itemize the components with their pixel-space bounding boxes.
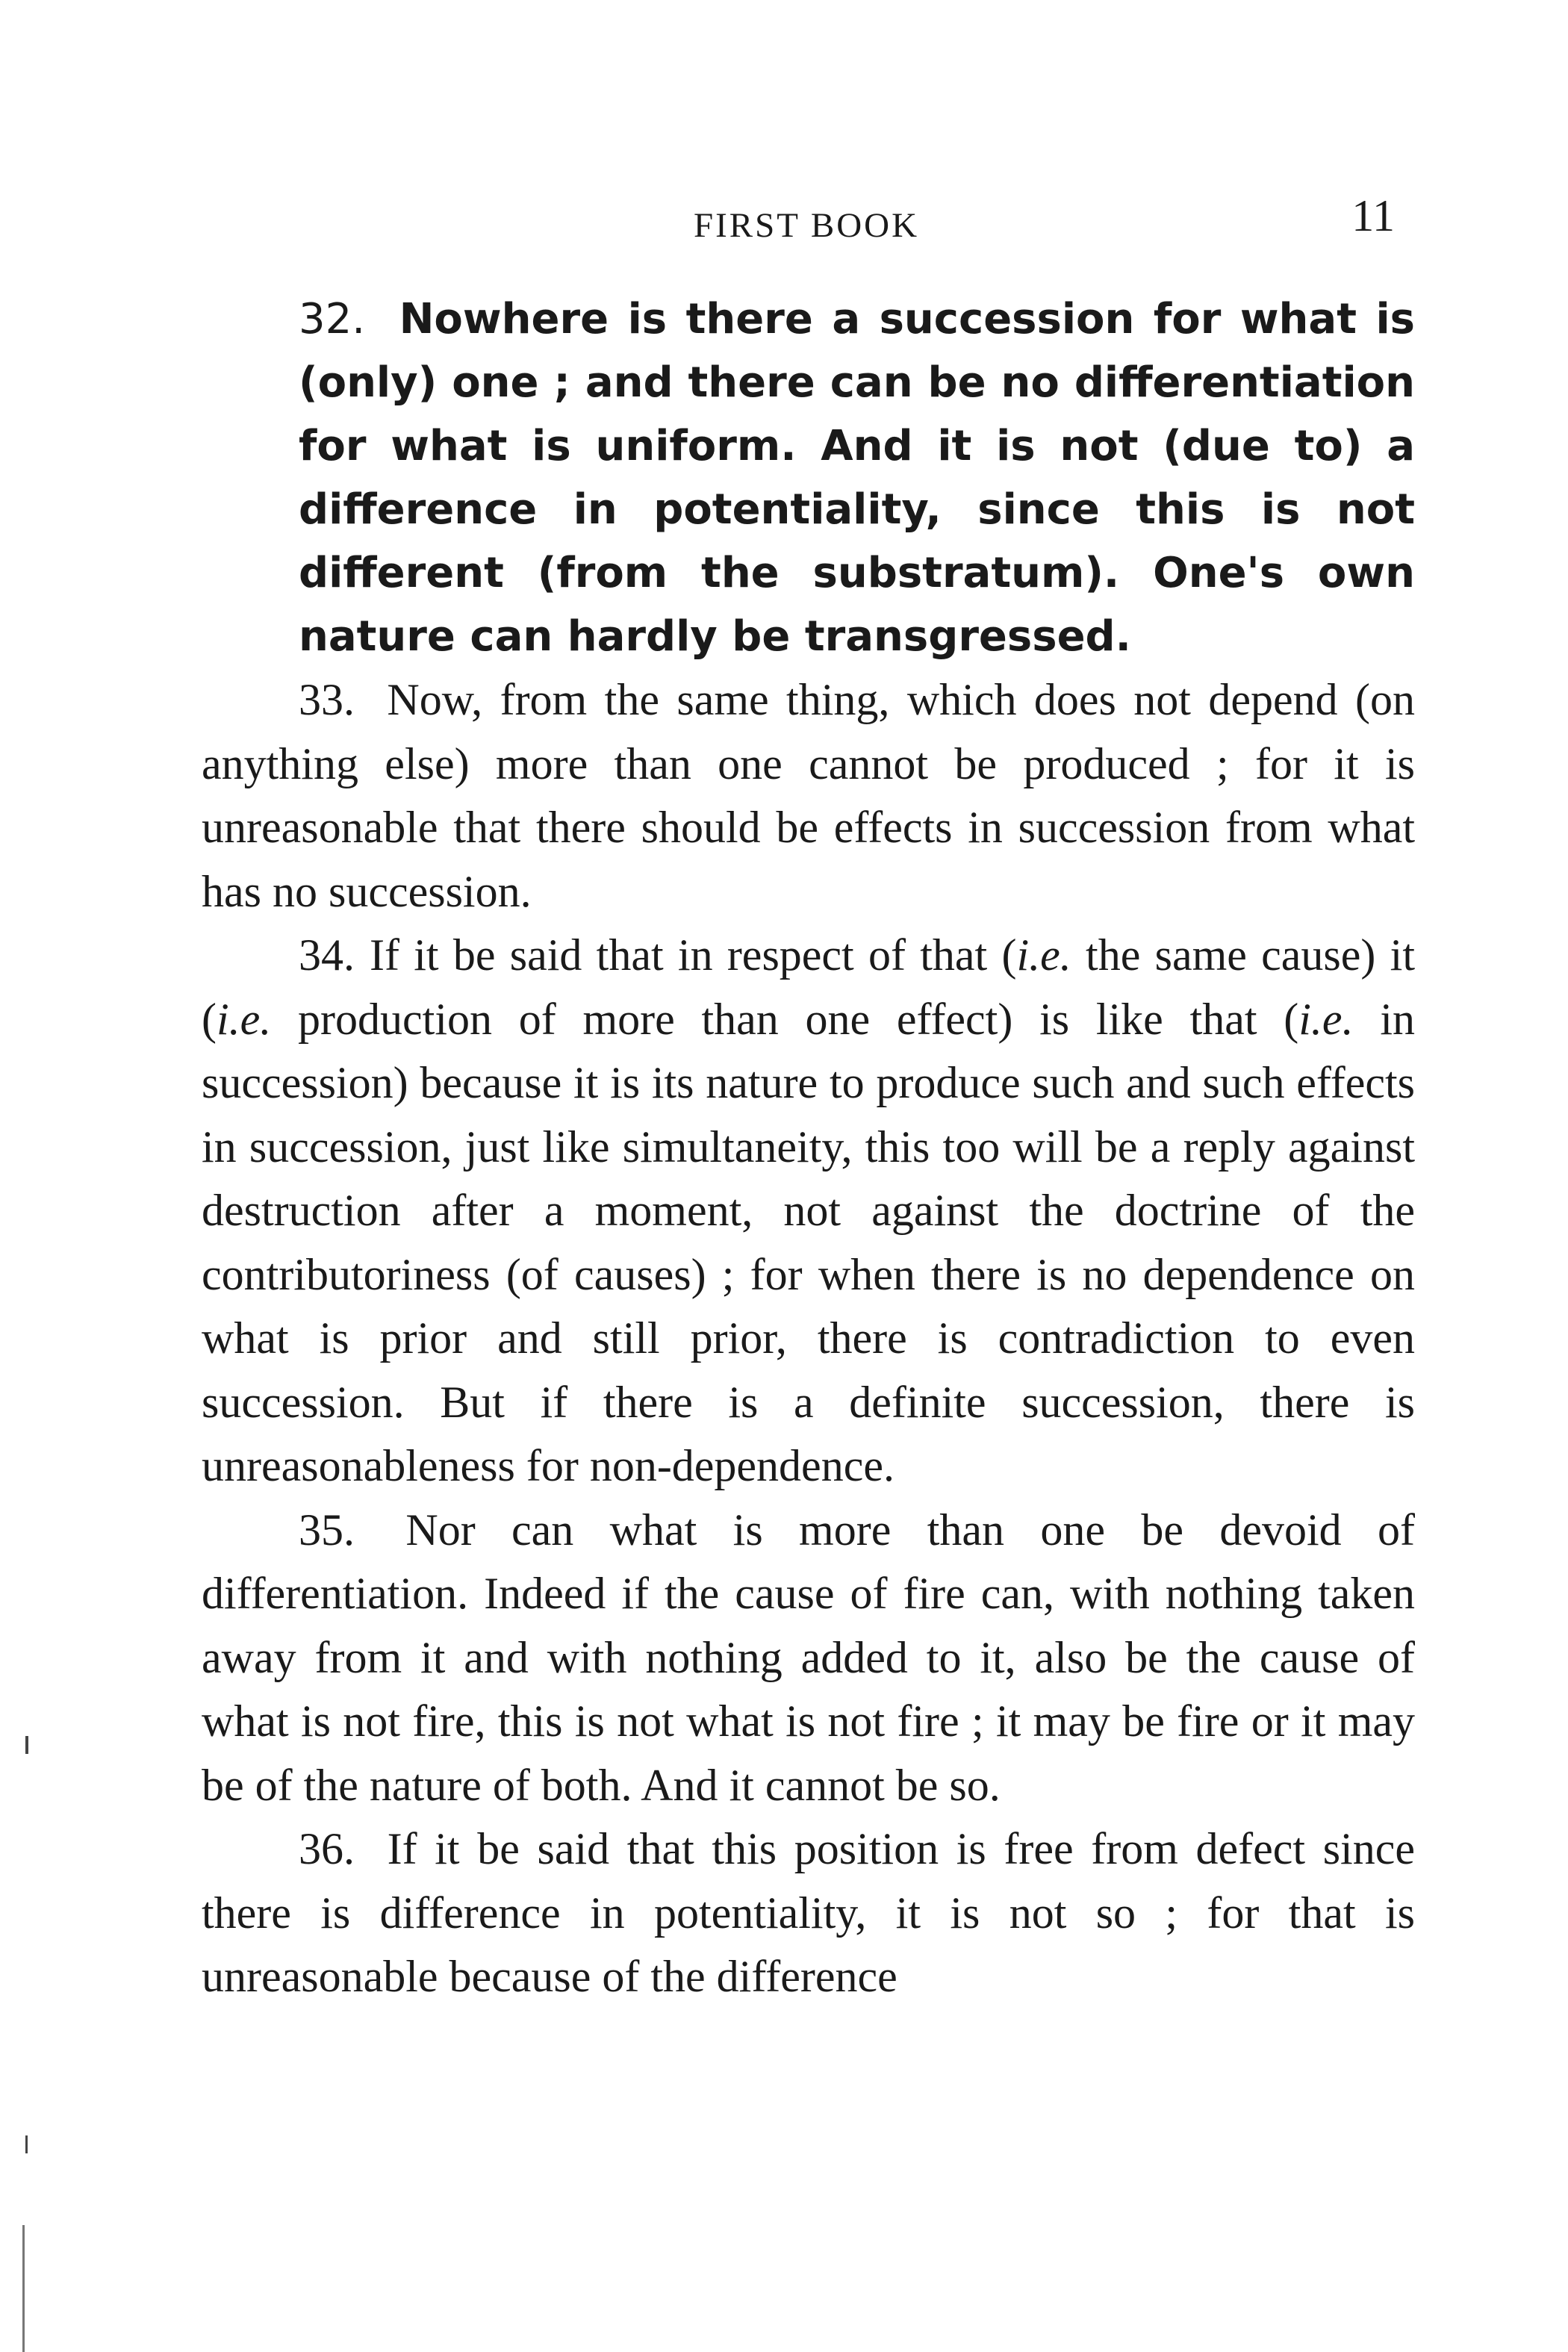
paragraph-text-part: the same cause) it ( [202, 930, 1415, 1044]
paragraph-number: 35. [299, 1505, 355, 1555]
paragraph-text-part: If it be said that in respect of that ( [370, 930, 1017, 980]
paragraph-text: Nor can what is more than one be devoid of differentiation. Indeed if the cause of fire can, with nothing taken away from it and with nothing added to it, also be the cause of what is not fire, this is not what is not fire ; it may be fire or it may be of the nature of both. And it cannot be so. [202, 1505, 1415, 1810]
paragraph-34 [202, 924, 1415, 1499]
paragraph-number: 32. [299, 295, 366, 343]
margin-rule [22, 2225, 25, 2352]
abbreviation-ie: i.e. [216, 994, 272, 1044]
paragraph-32 [105, 287, 1415, 668]
paragraph-text: If it be said that this position is free from defect since there is difference in potentiality, it is not so ; for that is unreasonable because of the difference [202, 1824, 1415, 2001]
paragraph-text: Nowhere is there a succession for what is (only) one ; and there can be no differentiation for what is uniform. And it is not (due to) a difference in potentiality, since this is not different (from the substratum). One's own nature can hardly be transgressed. [299, 295, 1415, 661]
margin-tick-mark [25, 1736, 28, 1754]
paragraph-35 [202, 1499, 1415, 1818]
paragraph-text-part: in succession) because it is its nature to produce such and such effects in succession, just like simultaneity, this too will be a reply against destruction after a moment, not against the doctrine of the contributoriness (of causes) ; for when there is no dependence on what is prior and still prior, there is contradiction to even succession. But if there is a definite succession, there is unreasonableness for non-dependence. [202, 994, 1415, 1490]
paragraph-text: Now, from the same thing, which does not depend (on anything else) more than one cannot be produced ; for it is unreasonable that there should be effects in succession from what has no succession. [202, 675, 1416, 916]
paragraph-36 [202, 1817, 1415, 2009]
page-header [0, 190, 1568, 250]
paragraph-number: 33. [299, 675, 355, 724]
paragraph-text-part: production of more than one effect) is like that ( [271, 994, 1299, 1044]
running-title: FIRST BOOK [693, 206, 920, 245]
page-number: 11 [1351, 191, 1395, 240]
margin-tick-mark [25, 2135, 28, 2153]
paragraph-33 [202, 668, 1415, 924]
page-body [202, 287, 1415, 2009]
abbreviation-ie: i.e. [1016, 930, 1071, 980]
paragraph-number: 34. [299, 930, 355, 980]
paragraph-number: 36. [299, 1824, 355, 1873]
abbreviation-ie: i.e. [1298, 994, 1354, 1044]
